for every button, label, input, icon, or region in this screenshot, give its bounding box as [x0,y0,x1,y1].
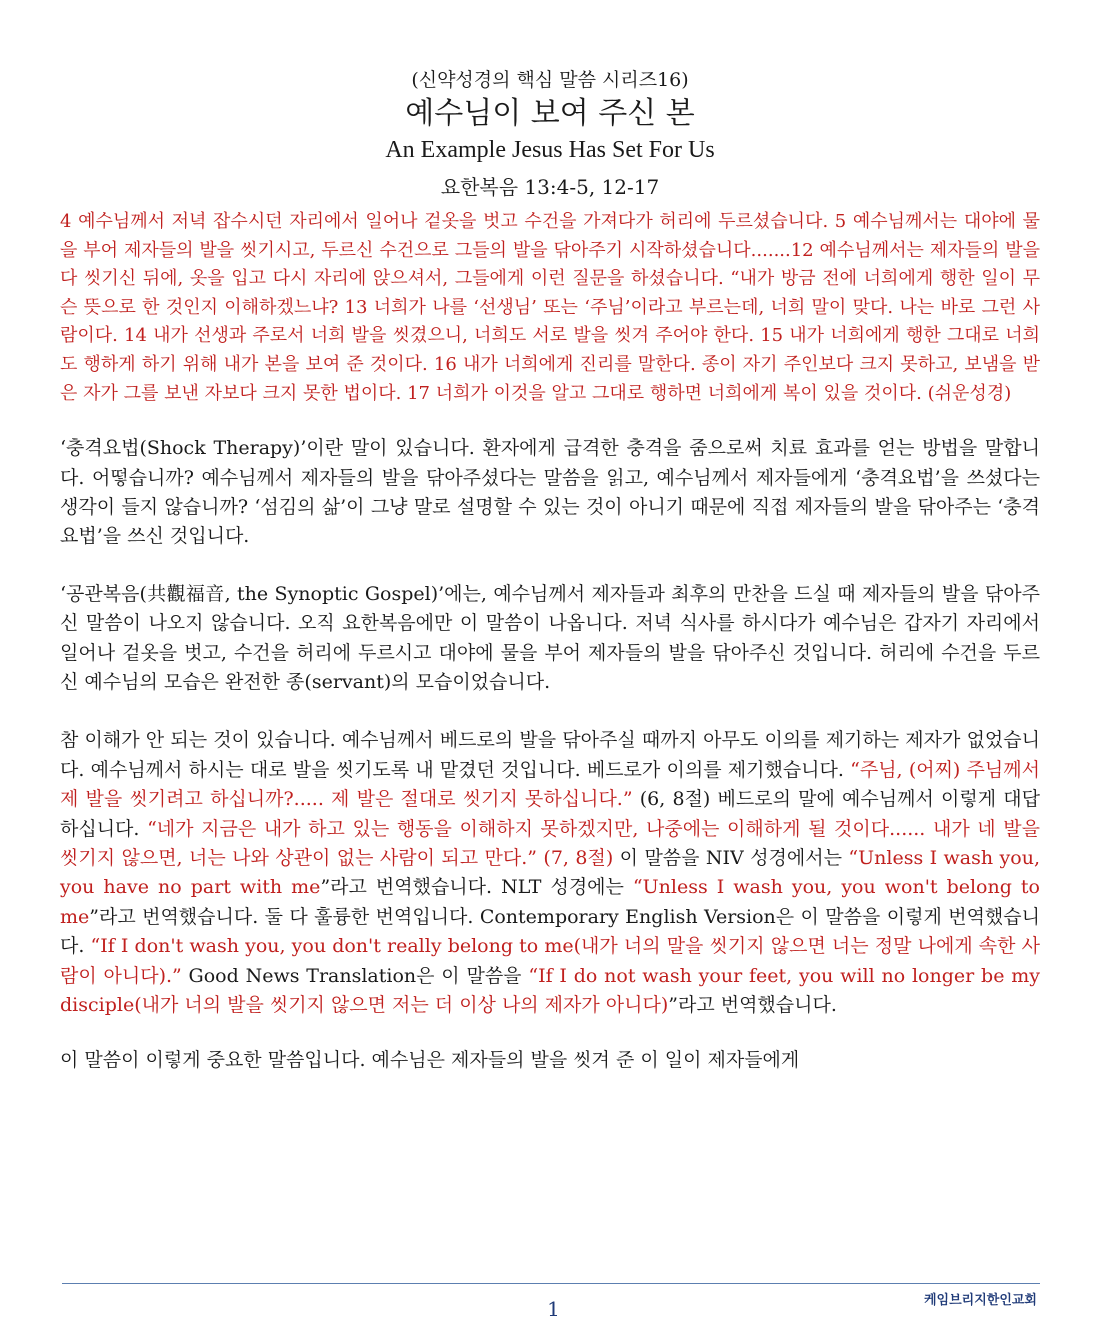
paragraph-1: ‘충격요법(Shock Therapy)’이란 말이 있습니다. 환자에게 급격한 충격을 줌으로써 치료 효과를 얻는 방법을 말합니다. 어떻습니까? 예수님께서 제자들의 발을 닦아주셨다는 말씀을 읽고, 예수님께서 제자들에게 ‘충격요법’을 쓰셨다는 생각이 들지 않습니까? ‘섬김의 삶’이 그냥 말로 설명할 수 있는 것이 아니기 때문에 직접 제자들의 발을 닦아주는 ‘충격요법’을 쓰신 것입니다. [60,437,1040,548]
p3-text-7: ”라고 번역했습니다. [668,994,837,1017]
paragraph-2: ‘공관복음(共觀福音, the Synoptic Gospel)’에는, 예수님께서 제자들과 최후의 만찬을 드실 때 제자들의 발을 닦아주신 말씀이 나오지 않습니다. 오직 요한복음에만 이 말씀이 나옵니다. 저녁 식사를 하시다가 예수님은 갑자기 자리에서 일어나 겉옷을 벗고, 수건을 허리에 두르시고 대야에 물을 부어 제자들의 발을 닦아주신 것입니다. 허리에 수건을 두르신 예수님의 모습은 완전한 종(servant)의 모습이었습니다. [60,582,1040,693]
p3-quote-gnt: “If I do not wash your feet, you will no longer be my disciple(내가 너의 발을 씻기지 않으면 저는 더 이상 나의 제자가 아니다) [60,964,1040,1017]
p3-text-2: (6, 8절) 베드로의 말에 예수님께서 이렇게 대답하십니다. [60,788,1040,840]
scripture-text: 4 예수님께서 저녁 잡수시던 자리에서 일어나 겉옷을 벗고 수건을 가져다가 허리에 두르셨습니다. 5 예수님께서는 대야에 물을 부어 제자들의 발을 씻기시고, 두르신 수건으로 그들의 발을 닦아주기 시작하셨습니다.......12 예수님께서는 제자들의 발을 다 씻기신 뒤에, 옷을 입고 다시 자리에 앉으셔서, 그들에게 이런 질문을 하셨습니다. “내가 방금 전에 너희에게 행한 일이 무슨 뜻으로 한 것인지 이해하겠느냐? 13 너희가 나를 ‘선생님’ 또는 ‘주님’이라고 부르는데, 너희 말이 맞다. 나는 바로 그런 사람이다. 14 내가 선생과 주로서 너희 발을 씻겼으니, 너희도 서로 발을 씻겨 주어야 한다. 15 내가 너희에게 행한 그대로 너희도 행하게 하기 위해 내가 본을 보여 준 것이다. 16 내가 너희에게 진리를 말한다. 종이 자기 주인보다 크지 못하고, 보냄을 받은 자가 그를 보낸 자보다 크지 못한 법이다. 17 너희가 이것을 알고 그대로 행하면 너희에게 복이 있을 것이다. (쉬운성경) [60,211,1040,404]
p3-text-6: Good News Translation은 이 말씀을 [181,964,529,987]
document-page [60,66,1040,1076]
p3-text-4: ”라고 번역했습니다. NLT 성경에는 [320,876,633,899]
church-name: 케임브리지한인교회 [923,1293,1037,1308]
p3-text-1: 참 이해가 안 되는 것이 있습니다. 예수님께서 베드로의 발을 닦아주실 때까지 아무도 이의를 제기하는 제자가 없었습니다. 예수님께서 하시는 대로 발을 씻기도록 내 맡겼던 것입니다. 베드로가 이의를 제기했습니다. [60,729,1040,781]
paragraph-4: 이 말씀이 이렇게 중요한 말씀입니다. 예수님은 제자들의 발을 씻겨 준 이 일이 제자들에게 [60,1049,800,1072]
page-number: 1 [547,1297,560,1321]
p3-quote-1: “주님, (어찌) 주님께서 제 발을 씻기려고 하십니까?..... 제 발은 절대로 씻기지 못하십니다.” [60,758,1040,811]
paragraph-3 [60,726,1040,1020]
p3-quote-cev: “If I don't wash you, you don't really belong to me(내가 너의 말을 씻기지 않으면 너는 정말 나에게 속한 사람이 아니다).” [60,935,1040,987]
sermon-title: 예수님이 보여 주신 본 [405,96,695,131]
sermon-subtitle: An Example Jesus Has Set For Us [385,137,715,163]
series-label: (신약성경의 핵심 말씀 시리즈16) [411,69,689,91]
scripture-reference: 요한복음 13:4-5, 12-17 [440,175,660,199]
p3-text-3: 이 말씀을 NIV 성경에서는 [613,847,849,870]
p3-quote-2: “네가 지금은 내가 하고 있는 행동을 이해하지 못하겠지만, 나중에는 이해하게 될 것이다...... 내가 네 발을 씻기지 않으면, 너는 나와 상관이 없는 사람이 되고 만다.” (7, 8절) [60,817,1040,870]
p3-text-5: ”라고 번역했습니다. 둘 다 훌륭한 번역입니다. Contemporary English Version은 이 말씀을 이렇게 번역했습니다. [60,905,1040,958]
p3-quote-nlt: “Unless I wash you, you won't belong to me [60,876,1040,928]
p3-quote-niv: “Unless I wash you, you have no part with me [60,847,1040,899]
footer-divider [62,1283,1040,1284]
